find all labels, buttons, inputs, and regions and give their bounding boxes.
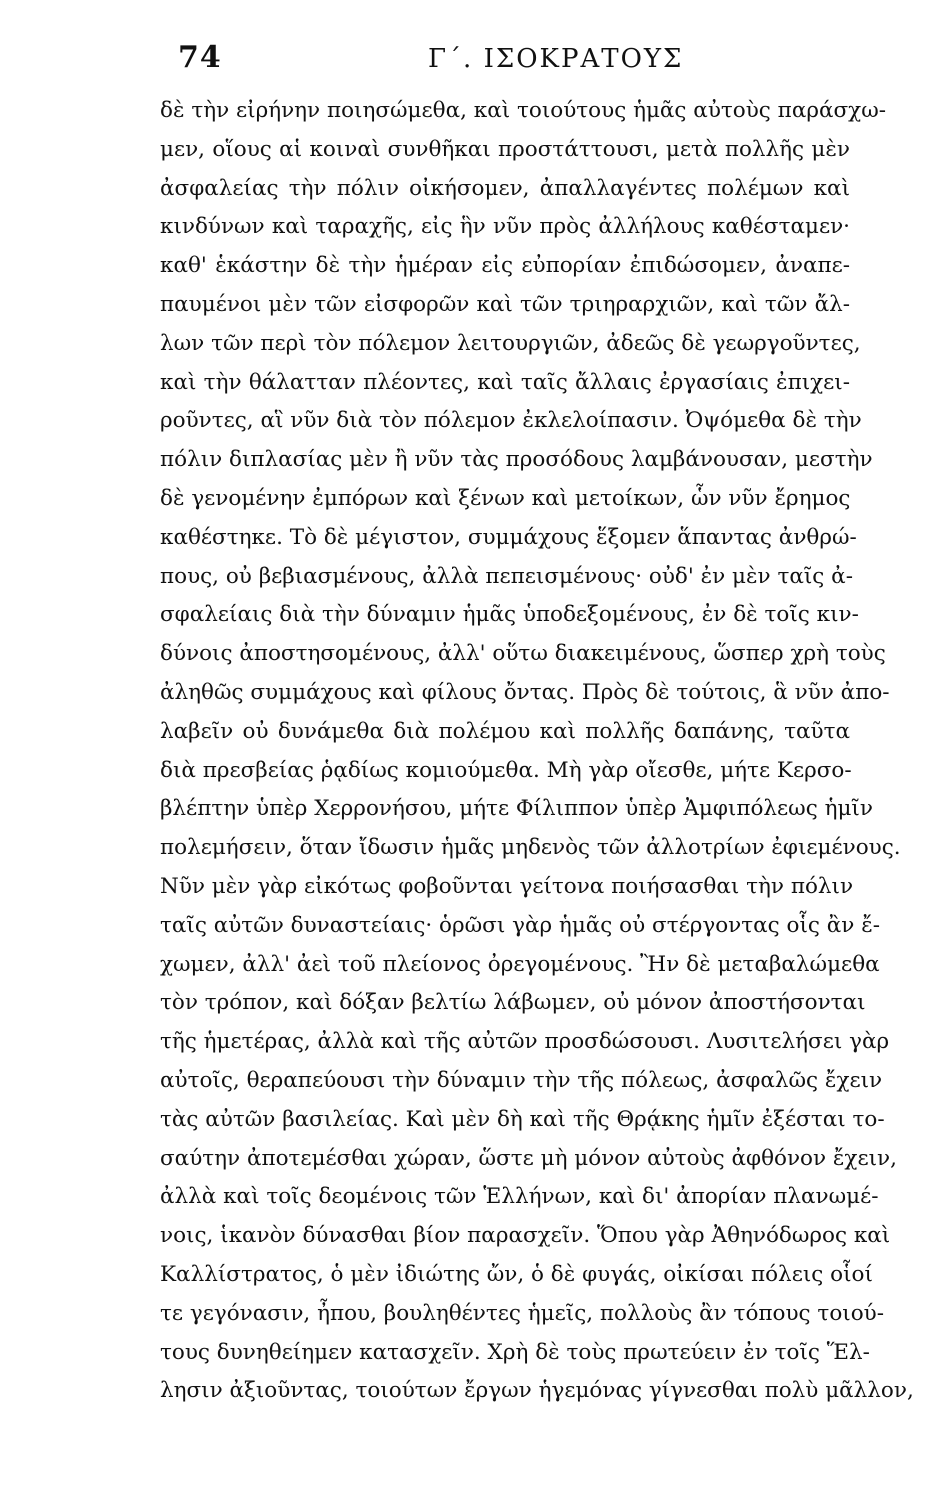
- text-line: πολεμήσειν, ὅταν ἴδωσιν ἡμᾶς μηδενὸς τῶν ἀλλοτρίων ἐφιεμένους.: [160, 835, 901, 861]
- text-line: δὲ γενομένην ἐμπόρων καὶ ξένων καὶ μετοίκων, ὧν νῦν ἔρημος: [160, 485, 851, 511]
- text-line: ταῖς αὐτῶν δυναστείαις· ὁρῶσι γὰρ ἡμᾶς οὐ στέργοντας οἷς ἂν ἔ-: [160, 912, 881, 938]
- text-line: καθέστηκε. Τὸ δὲ μέγιστον, συμμάχους ἕξομεν ἅπαντας ἀνθρώ-: [160, 524, 857, 550]
- text-line: τὰς αὐτῶν βασιλείας. Καὶ μὲν δὴ καὶ τῆς Θρᾴκης ἡμῖν ἐξέσται το-: [160, 1106, 885, 1132]
- text-line: κινδύνων καὶ ταραχῆς, εἰς ἣν νῦν πρὸς ἀλλήλους καθέσταμεν·: [160, 214, 850, 240]
- text-line: πόλιν διπλασίας μὲν ἢ νῦν τὰς προσόδους λαμβάνουσαν, μεστὴν: [160, 447, 873, 473]
- text-line: τε γεγόνασιν, ἦπου, βουληθέντες ἡμεῖς, πολλοὺς ἂν τόπους τοιού-: [160, 1300, 884, 1326]
- text-line: παυμένοι μὲν τῶν εἰσφορῶν καὶ τῶν τριηραρχιῶν, καὶ τῶν ἄλ-: [160, 291, 850, 317]
- text-line: χωμεν, ἀλλ' ἀεὶ τοῦ πλείονος ὀρεγομένους. Ἢν δὲ μεταβαλώμεθα: [160, 951, 880, 977]
- text-line: καὶ τὴν θάλατταν πλέοντες, καὶ ταῖς ἄλλαις ἐργασίαις ἐπιχει-: [160, 369, 850, 395]
- text-line: δύνοις ἀποστησομένους, ἀλλ' οὕτω διακειμένους, ὥσπερ χρὴ τοὺς: [160, 641, 886, 667]
- text-line: σφαλείαις διὰ τὴν δύναμιν ἡμᾶς ὑποδεξομένους, ἐν δὲ τοῖς κιν-: [160, 602, 859, 628]
- text-line: δὲ τὴν εἰρήνην ποιησώμεθα, καὶ τοιούτους ἡμᾶς αὐτοὺς παράσχω-: [160, 98, 886, 123]
- body-text: [160, 92, 914, 1411]
- text-line: τὸν τρόπον, καὶ δόξαν βελτίω λάβωμεν, οὐ μόνον ἀποστήσονται: [160, 990, 866, 1016]
- text-line: τους δυνηθείημεν κατασχεῖν. Χρὴ δὲ τοὺς πρωτεύειν ἐν τοῖς Ἕλ-: [160, 1339, 870, 1365]
- text-line: διὰ πρεσβείας ῥᾳδίως κομιούμεθα. Μὴ γὰρ οἴεσθε, μήτε Κερσο-: [160, 757, 852, 783]
- text-line: ροῦντες, αἳ νῦν διὰ τὸν πόλεμον ἐκλελοίπασιν. Ὀψόμεθα δὲ τὴν: [160, 408, 862, 434]
- text-line: νοις, ἱκανὸν δύνασθαι βίον παρασχεῖν. Ὅπου γὰρ Ἀθηνόδωρος καὶ: [160, 1223, 891, 1249]
- text-line: σαύτην ἀποτεμέσθαι χώραν, ὥστε μὴ μόνον αὐτοὺς ἀφθόνον ἔχειν,: [160, 1145, 897, 1171]
- running-head: Γ΄. ΙΣΟΚΡΑΤΟΥΣ: [428, 44, 684, 74]
- text-line: λησιν ἀξιοῦντας, τοιούτων ἔργων ἡγεμόνας γίγνεσθαι πολὺ μᾶλλον,: [160, 1378, 914, 1404]
- page-number: 74: [178, 40, 222, 75]
- text-line: ἀλλὰ καὶ τοῖς δεομένοις τῶν Ἑλλήνων, καὶ δι' ἀπορίαν πλανωμέ-: [160, 1184, 879, 1210]
- text-line: Νῦν μὲν γὰρ εἰκότως φοβοῦνται γείτονα ποιήσασθαι τὴν πόλιν: [160, 873, 854, 899]
- text-line: λαβεῖν οὐ δυνάμεθα διὰ πολέμου καὶ πολλῆς δαπάνης, ταῦτα: [160, 718, 850, 744]
- text-line: μεν, οἵους αἱ κοιναὶ συνθῆκαι προστάττουσι, μετὰ πολλῆς μὲν: [160, 136, 850, 162]
- text-line: αὐτοῖς, θεραπεύουσι τὴν δύναμιν τὴν τῆς πόλεως, ἀσφαλῶς ἔχειν: [160, 1067, 883, 1093]
- text-line: λων τῶν περὶ τὸν πόλεμον λειτουργιῶν, ἀδεῶς δὲ γεωργοῦντες,: [160, 330, 861, 356]
- text-line: τῆς ἡμετέρας, ἀλλὰ καὶ τῆς αὐτῶν προσδώσουσι. Λυσιτελήσει γὰρ: [160, 1029, 890, 1055]
- text-line: βλέπτην ὑπὲρ Χερρονήσου, μήτε Φίλιππον ὑπὲρ Ἀμφιπόλεως ἡμῖν: [160, 796, 873, 822]
- text-line: καθ' ἑκάστην δὲ τὴν ἡμέραν εἰς εὐπορίαν ἐπιδώσομεν, ἀναπε-: [160, 253, 850, 279]
- text-line: ἀληθῶς συμμάχους καὶ φίλους ὄντας. Πρὸς δὲ τούτοις, ἃ νῦν ἀπο-: [160, 679, 890, 705]
- text-line: Καλλίστρατος, ὁ μὲν ἰδιώτης ὤν, ὁ δὲ φυγάς, οἰκίσαι πόλεις οἷοί: [160, 1261, 873, 1287]
- text-line: πους, οὐ βεβιασμένους, ἀλλὰ πεπεισμένους· οὐδ' ἐν μὲν ταῖς ἀ-: [160, 563, 853, 589]
- text-line: ἀσφαλείας τὴν πόλιν οἰκήσομεν, ἀπαλλαγέντες πολέμων καὶ: [160, 175, 850, 201]
- page-header: [0, 40, 944, 80]
